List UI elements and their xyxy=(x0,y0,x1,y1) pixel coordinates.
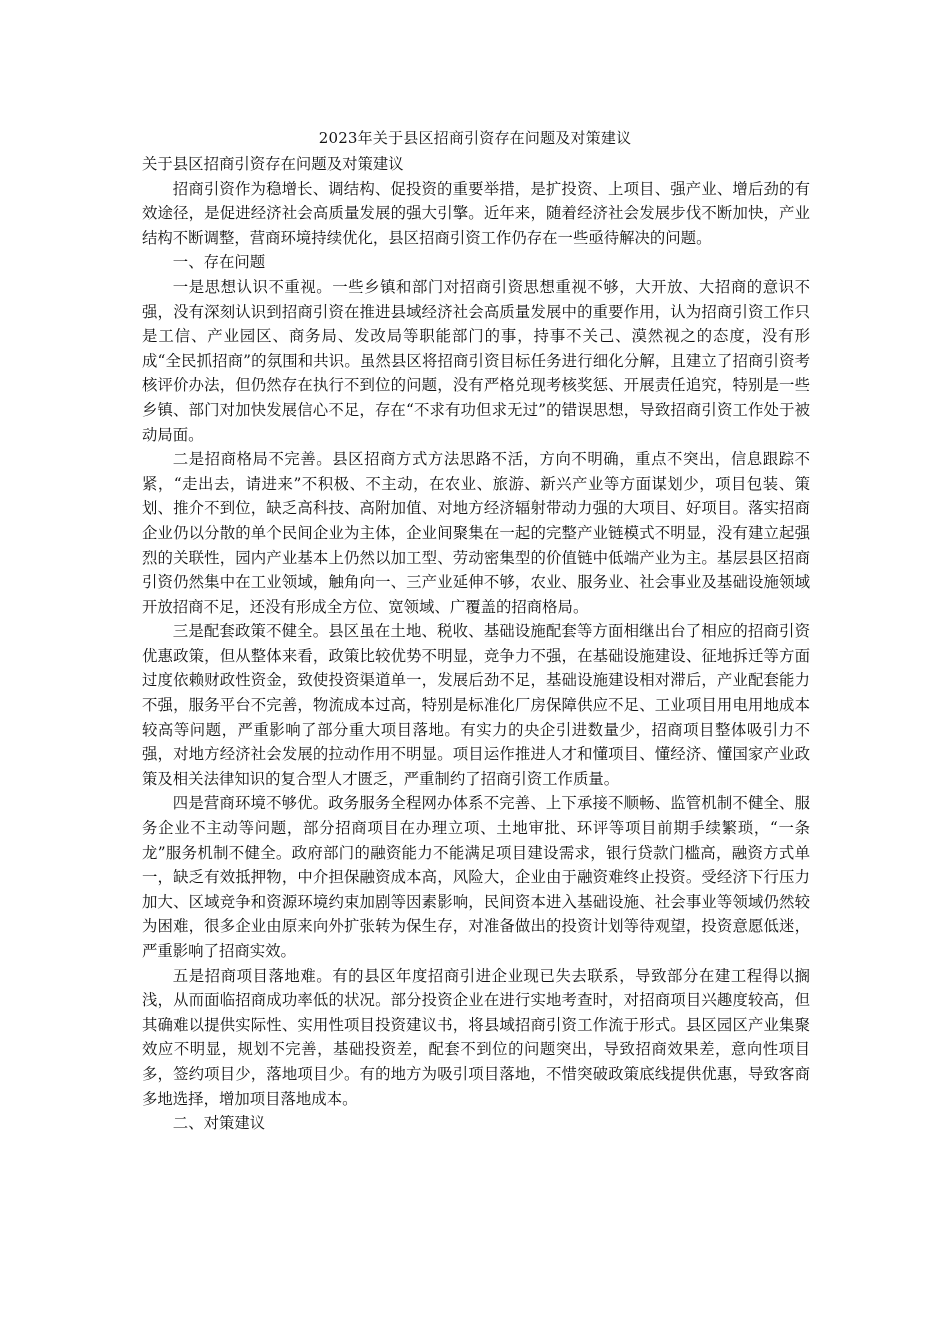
problem-paragraph: 三是配套政策不健全。县区虽在土地、税收、基础设施配套等方面相继出台了相应的招商引资优惠政策，但从整体来看，政策比较优势不明显，竞争力不强，在基础设施建设、征地拆迁等方面过度依赖财政性资金，致使投资渠道单一，发展后劲不足，基础设施建设相对滞后，产业配套能力不强，服务平台不完善，物流成本过高，特别是标准化厂房保障供应不足、工业项目用电用地成本较高等问题，严重影响了部分重大项目落地。有实力的央企引进数量少，招商项目整体吸引力不强，对地方经济社会发展的拉动作用不明显。项目运作推进人才和懂项目、懂经济、懂国家产业政策及相关法律知识的复合型人才匮乏，严重制约了招商引资工作质量。 xyxy=(142,622,810,788)
document-title: 2023年关于县区招商引资存在问题及对策建议 xyxy=(318,129,632,147)
document-body xyxy=(142,152,810,1136)
section-heading-problems: 一、存在问题 xyxy=(172,253,266,272)
problem-paragraph: 一是思想认识不重视。一些乡镇和部门对招商引资思想重视不够，大开放、大招商的意识不强，没有深刻认识到招商引资在推进县域经济社会高质量发展中的重要作用，认为招商引资工作只是工信、产业园区、商务局、发改局等职能部门的事，持事不关己、漠然视之的态度，没有形成“全民抓招商”的氛围和共识。虽然县区将招商引资目标任务进行细化分解，且建立了招商引资考核评价办法，但仍然存在执行不到位的问题，没有严格兑现考核奖惩、开展责任追究，特别是一些乡镇、部门对加快发展信心不足，存在“不求有功但求无过”的错误思想，导致招商引资工作处于被动局面。 xyxy=(142,277,810,444)
problem-paragraph: 二是招商格局不完善。县区招商方式方法思路不活，方向不明确，重点不突出，信息跟踪不紧，“走出去，请进来”不积极、不主动，在农业、旅游、新兴产业等方面谋划少，项目包装、策划、推介不到位，缺乏高科技、高附加值、对地方经济辐射带动力强的大项目、好项目。落实招商企业仍以分散的单个民间企业为主体，企业间聚集在一起的完整产业链模式不明显，没有建立起强烈的关联性，园内产业基本上仍然以加工型、劳动密集型的价值链中低端产业为主。基层县区招商引资仍然集中在工业领域，触角向一、三产业延伸不够，农业、服务业、社会事业及基础设施领域开放招商不足，还没有形成全方位、宽领域、广覆盖的招商格局。 xyxy=(142,450,810,616)
problem-paragraph: 四是营商环境不够优。政务服务全程网办体系不完善、上下承接不顺畅、监管机制不健全、服务企业不主动等问题，部分招商项目在办理立项、土地审批、环评等项目前期手续繁琐，“一条龙”服务机制不健全。政府部门的融资能力不能满足项目建设需求，银行贷款门槛高，融资方式单一，缺乏有效抵押物，中介担保融资成本高，风险大，企业由于融资难终止投资。受经济下行压力加大、区域竞争和资源环境约束加剧等因素影响，民间资本进入基础设施、社会事业等领域仍然较为困难，很多企业由原来向外扩张转为保生存，对准备做出的投资计划等待观望，投资意愿低迷，严重影响了招商实效。 xyxy=(142,794,810,960)
problem-paragraph: 五是招商项目落地难。有的县区年度招商引进企业现已失去联系，导致部分在建工程得以搁浅，从而面临招商成功率低的状况。部分投资企业在进行实地考查时，对招商项目兴趣度较高，但其确难以提供实际性、实用性项目投资建议书，将县域招商引资工作流于形式。县区园区产业集聚效应不明显，规划不完善，基础投资差，配套不到位的问题突出，导致招商效果差，意向性项目多，签约项目少，落地项目少。有的地方为吸引项目落地，不惜突破政策底线提供优惠，导致客商多地选择，增加项目落地成本。 xyxy=(142,966,810,1108)
section-heading-suggestions: 二、对策建议 xyxy=(172,1114,266,1133)
document-subtitle: 关于县区招商引资存在问题及对策建议 xyxy=(142,155,404,173)
intro-paragraph: 招商引资作为稳增长、调结构、促投资的重要举措，是扩投资、上项目、强产业、增后劲的有效途径，是促进经济社会高质量发展的强大引擎。近年来，随着经济社会发展步伐不断加快，产业结构不断调整，营商环境持续优化，县区招商引资工作仍存在一些亟待解决的问题。 xyxy=(142,179,810,247)
